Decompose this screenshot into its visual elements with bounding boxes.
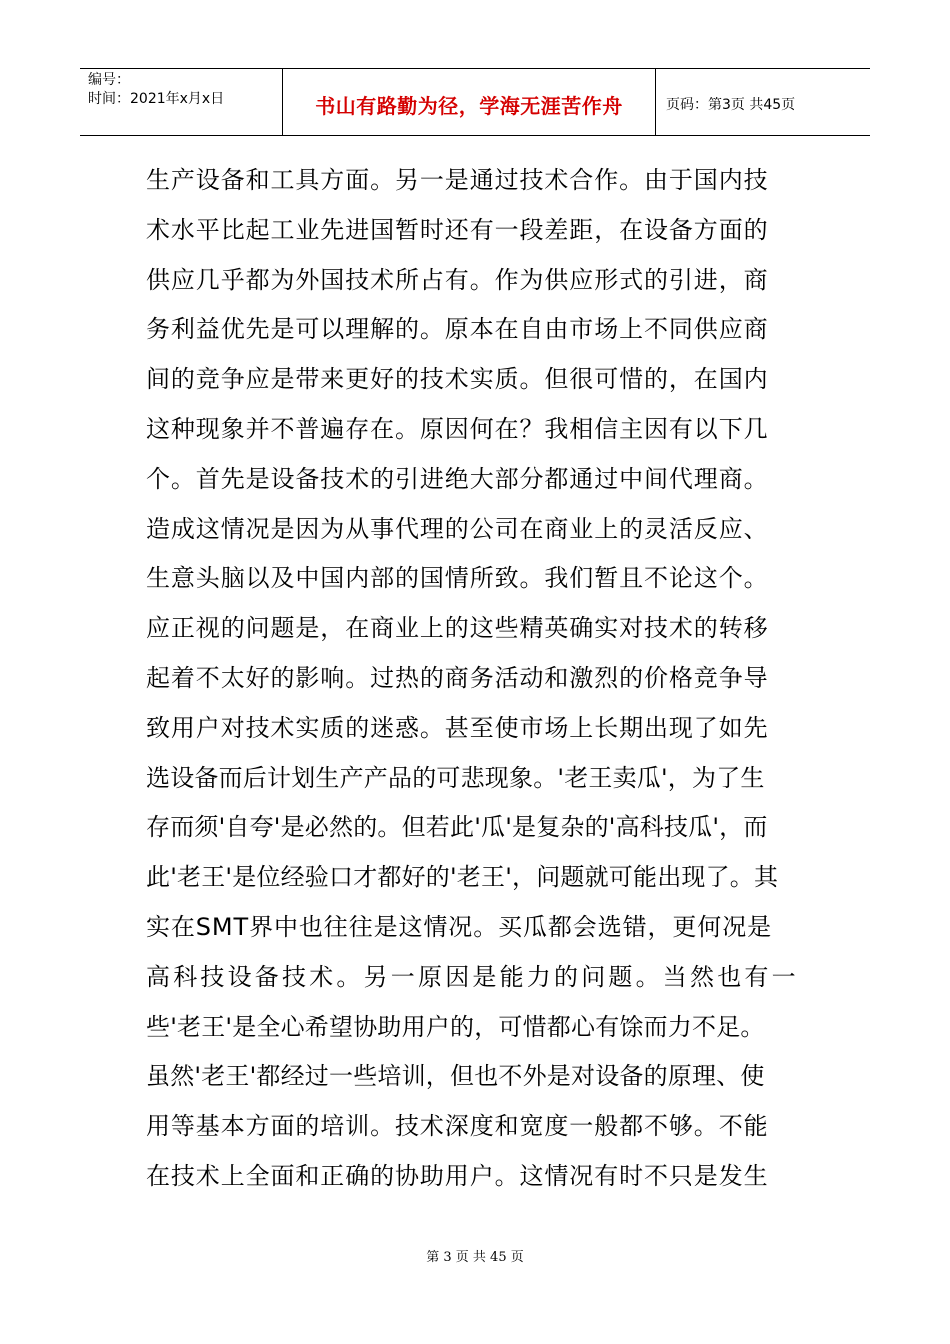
text-line: 个。首先是设备技术的引进绝大部分都通过中间代理商。: [146, 464, 769, 493]
text-line: 应正视的问题是，在商业上的这些精英确实对技术的转移: [146, 614, 769, 643]
text-line: 此'老王'是位经验口才都好的'老王'，问题就可能出现了。其: [146, 863, 779, 892]
text-line: 存而须'自夸'是必然的。但若此'瓜'是复杂的'高科技瓜'，而: [146, 813, 768, 842]
document-number-label: 编号：: [88, 72, 130, 88]
text-line: 生产设备和工具方面。另一是通过技术合作。由于国内技: [146, 166, 769, 194]
text-line: 起着不太好的影响。过热的商务活动和激烈的价格竞争导: [146, 663, 769, 692]
text-line: 些'老王'是全心希望协助用户的，可惜都心有馀而力不足。: [146, 1012, 765, 1041]
text-line: 造成这情况是因为从事代理的公司在商业上的灵活反应、: [146, 514, 769, 543]
text-line: 实在SMT界中也往往是这情况。买瓜都会选错，更何况是: [146, 912, 772, 941]
page-footer: 第 3 页 共 45 页: [426, 1250, 524, 1265]
text-line: 高科技设备技术。另一原因是能力的问题。当然也有一: [146, 962, 799, 991]
text-line: 生意头脑以及中国内部的国情所致。我们暂且不论这个。: [146, 564, 769, 593]
text-line: 用等基本方面的培训。技术深度和宽度一般都不够。不能: [146, 1112, 769, 1141]
header-motto: 书山有路勤为径，学海无涯苦作舟: [283, 69, 656, 135]
text-line: 致用户对技术实质的迷惑。甚至使市场上长期出现了如先: [146, 713, 769, 742]
text-line: 务利益优先是可以理解的。原本在自由市场上不同供应商: [146, 315, 769, 344]
text-line: 术水平比起工业先进国暂时还有一段差距，在设备方面的: [146, 215, 769, 244]
text-line: 间的竞争应是带来更好的技术实质。但很可惜的，在国内: [146, 365, 769, 394]
text-line: 在技术上全面和正确的协助用户。这情况有时不只是发生: [146, 1161, 769, 1190]
document-time-label: 时间：2021年x月x日: [88, 91, 225, 107]
text-line: 选设备而后计划生产产品的可悲现象。'老王卖瓜'，为了生: [146, 763, 765, 792]
text-line: 供应几乎都为外国技术所占有。作为供应形式的引进，商: [146, 265, 769, 294]
body-text: [146, 156, 826, 1202]
header-page-info: 页码：第3页 共45页: [666, 97, 796, 113]
page-header: [80, 68, 870, 136]
header-meta: [80, 69, 283, 135]
text-line: 这种现象并不普遍存在。原因何在？我相信主因有以下几: [146, 414, 769, 443]
text-line: 虽然'老王'都经过一些培训，但也不外是对设备的原理、使: [146, 1062, 765, 1091]
